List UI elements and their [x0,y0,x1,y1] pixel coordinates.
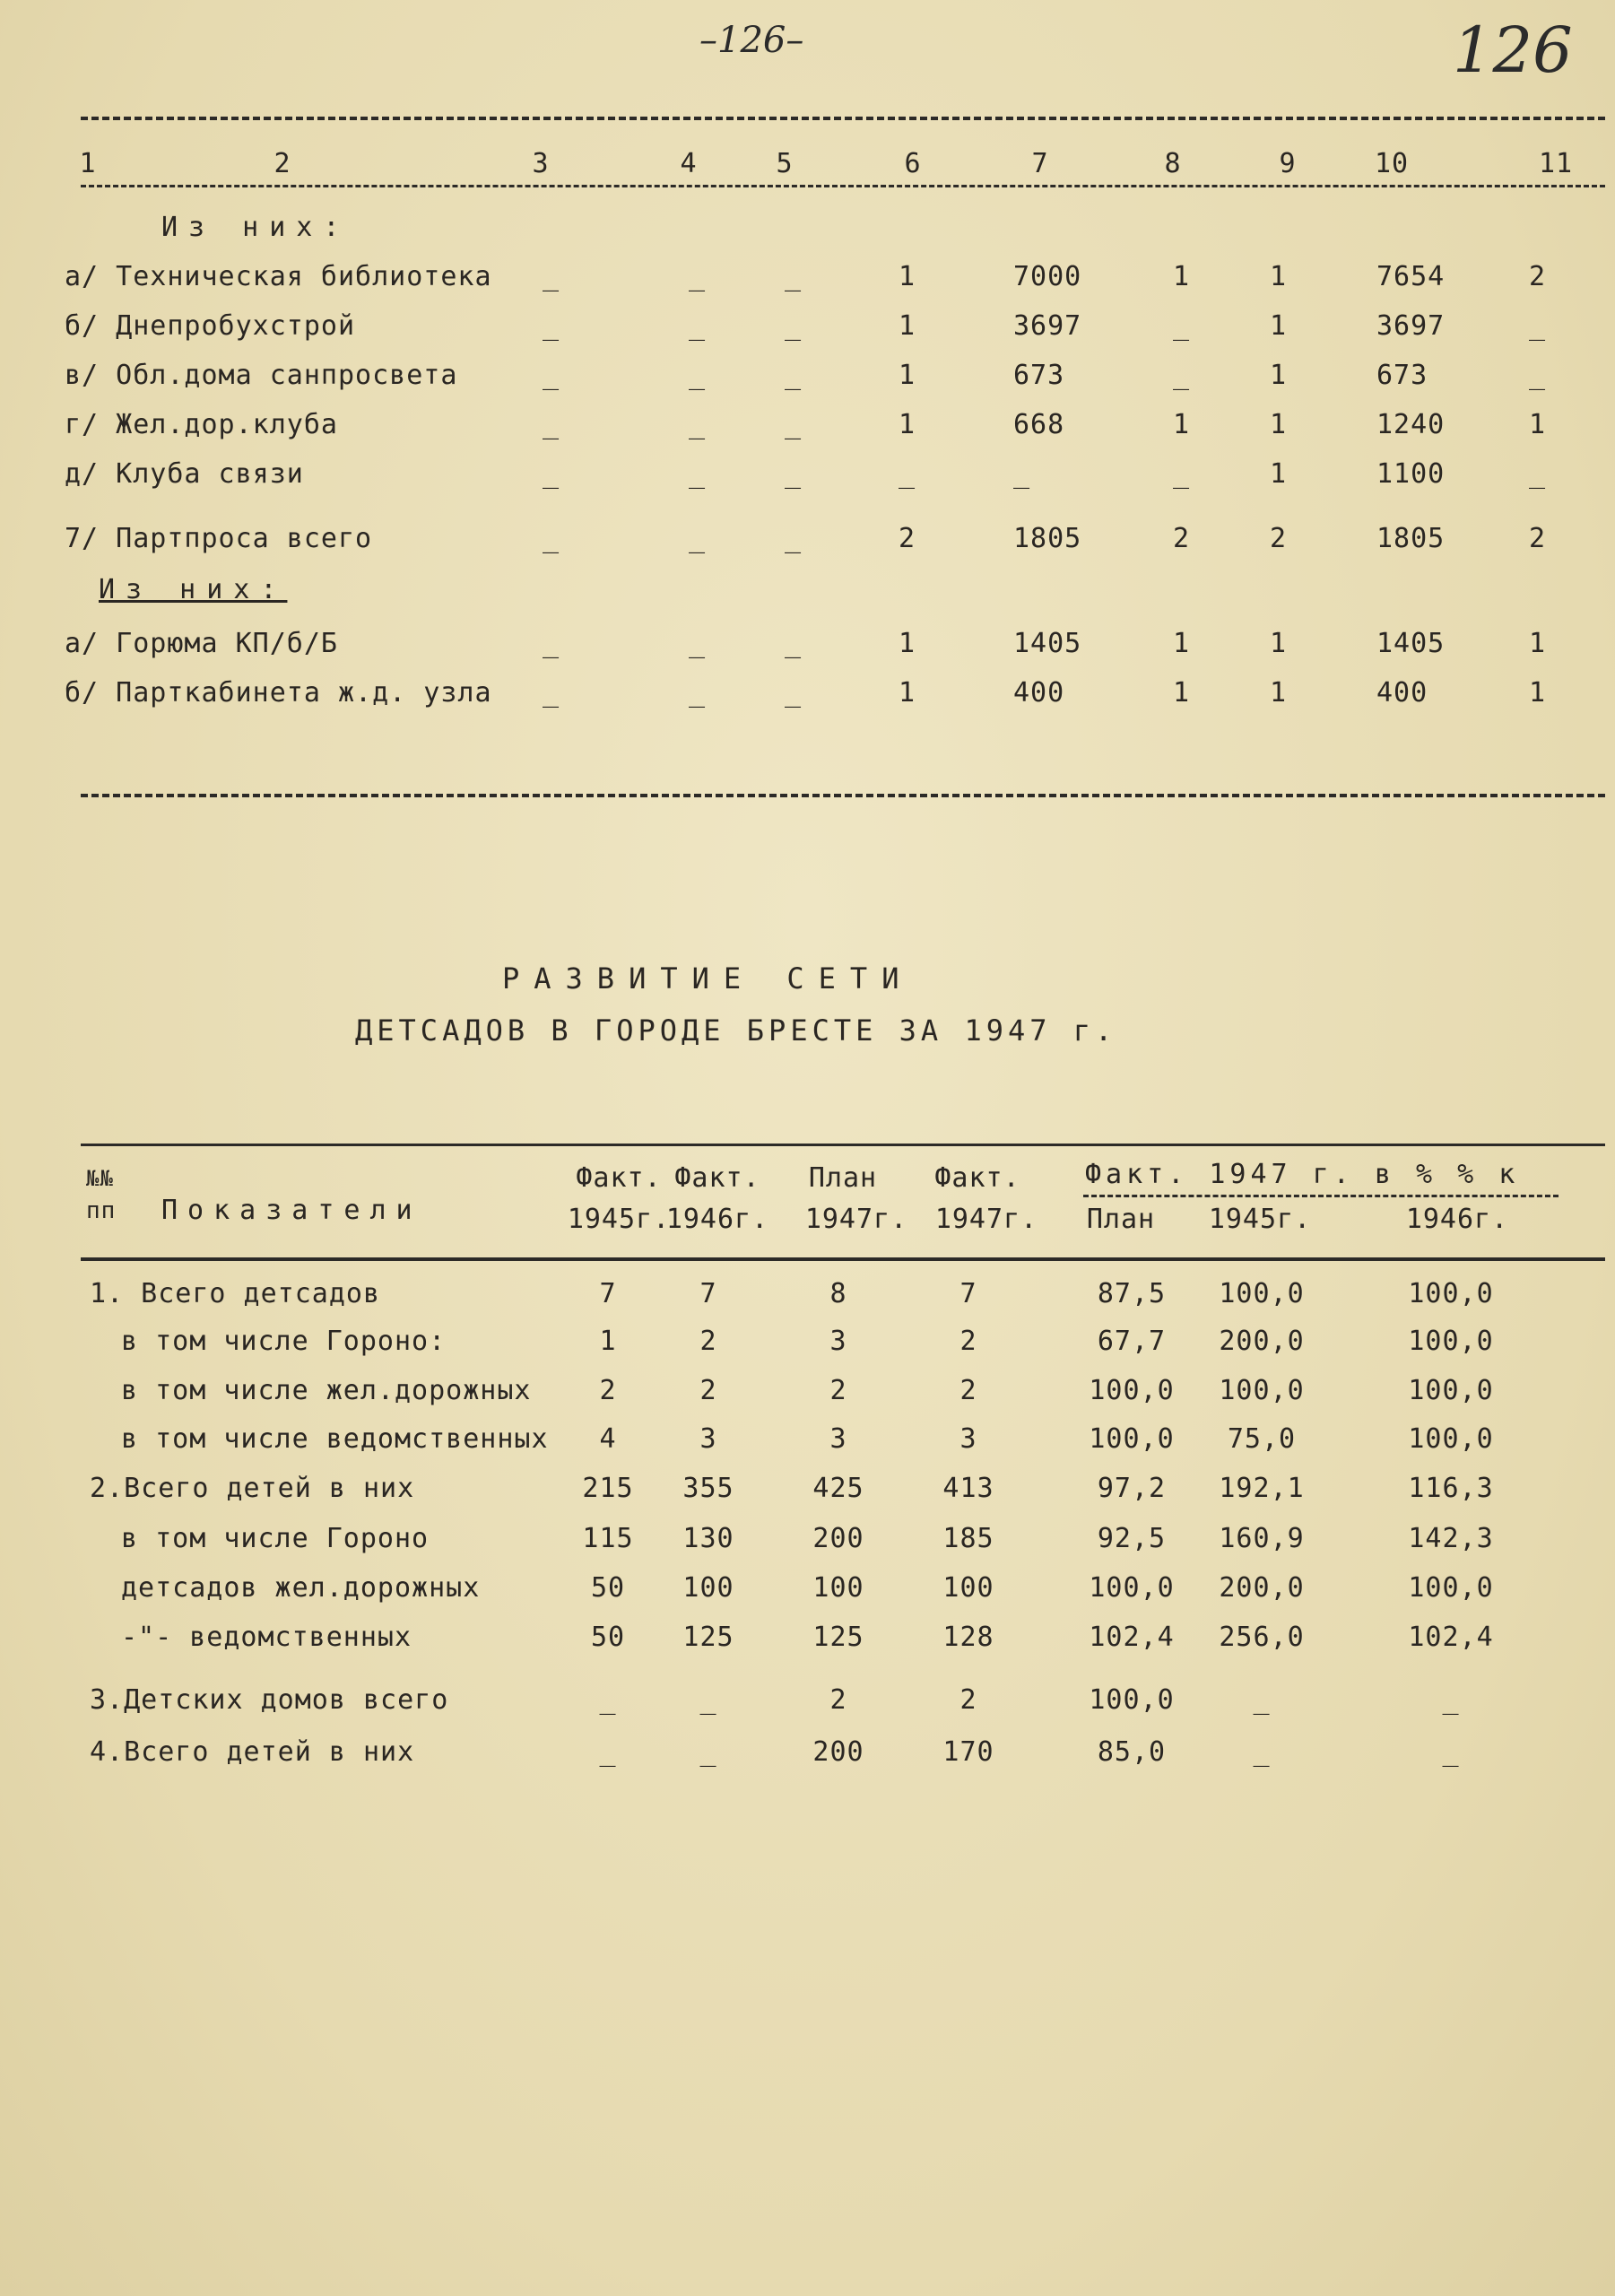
table2-cell-pp: 67,7 [1097,1326,1167,1357]
table1-column-number: 10 [1374,148,1410,179]
table1-row-label: в/ Обл.дома санпросвета [65,360,458,391]
archive-number: 126 [1453,13,1573,87]
table2-cell-f47: 100 [942,1572,994,1604]
table1-cell-c3: _ [543,310,560,342]
table2-cell-p46: 100,0 [1408,1326,1494,1357]
table1-cell-c9: 1 [1270,677,1288,709]
table2-row-label: в том числе жел.дорожных [121,1375,532,1406]
table1-cell-c11: _ [1529,458,1547,490]
table1-cell-c6: _ [899,458,916,490]
table1-column-number: 4 [680,148,698,179]
fakt1947-header-bottom: 1947г. [934,1204,1038,1235]
table1-cell-c10: 1805 [1376,523,1446,554]
table1-group1-label: Из них: [161,212,351,243]
table2-cell-pp: 100,0 [1089,1684,1175,1716]
table1-cell-c5: _ [785,628,803,659]
table2-cell-p45: 200,0 [1219,1572,1305,1604]
fakt1945-header-top: Факт. [576,1162,662,1194]
percent-header-underline [1083,1195,1559,1197]
num-header-bottom: пп [86,1197,117,1224]
table1-cell-c4: _ [689,523,707,554]
table2-cell-p47: 200 [812,1523,864,1554]
table2-cell-p46: 142,3 [1408,1523,1494,1554]
table2-cell-p46: 116,3 [1408,1473,1494,1504]
table1-cell-c11: 1 [1529,628,1547,659]
table2-cell-f45: 215 [582,1473,634,1504]
table2-top-rule [81,1144,1605,1146]
table1-cell-c10: 1100 [1376,458,1446,490]
table1-cell-c4: _ [689,458,707,490]
table1-group2-label: Из них: [99,574,288,605]
table1-cell-c4: _ [689,677,707,709]
table2-cell-f46: 355 [682,1473,734,1504]
table2-cell-f47: 2 [959,1684,977,1716]
plan1947-header-top: План [808,1162,878,1194]
table1-cell-c7: 673 [1013,360,1065,391]
table1-cell-c11: 1 [1529,409,1547,440]
section-title: РАЗВИТИЕ СЕТИ [502,961,914,996]
table1-cell-c10: 673 [1376,360,1428,391]
table1-cell-c5: _ [785,310,803,342]
table2-cell-f45: 2 [599,1375,617,1406]
table1-column-number: 1 [79,148,97,179]
table1-cell-c7: 668 [1013,409,1065,440]
table2-cell-pp: 92,5 [1097,1523,1167,1554]
num-header-top: №№ [86,1166,114,1191]
table1-column-number: 7 [1031,148,1049,179]
table1-cell-c10: 1240 [1376,409,1446,440]
table2-cell-pp: 102,4 [1089,1622,1175,1653]
table1-cell-c9: 1 [1270,458,1288,490]
table1-column-number: 11 [1538,148,1574,179]
table1-cell-c6: 1 [899,628,916,659]
table2-cell-p45: 75,0 [1227,1423,1297,1455]
table1-cell-c10: 1405 [1376,628,1446,659]
table2-row-label: 2.Всего детей в них [90,1473,415,1504]
table1-cell-c9: 2 [1270,523,1288,554]
table1-cell-c5: _ [785,261,803,292]
table2-cell-pp: 100,0 [1089,1572,1175,1604]
table2-row-label: в том числе Гороно: [121,1326,447,1357]
table2-cell-p45: 256,0 [1219,1622,1305,1653]
table1-top-rule [81,117,1605,120]
table2-header-rule [81,1257,1605,1261]
table1-bottom-rule [81,794,1605,797]
table2-cell-p47: 3 [829,1423,847,1455]
table1-cell-c3: _ [543,523,560,554]
table2-row-label: в том числе Гороно [121,1523,430,1554]
table2-row-label: в том числе ведомственных [121,1423,549,1455]
table2-cell-p47: 8 [829,1278,847,1309]
table1-cell-c11: 2 [1529,261,1547,292]
table2-cell-p47: 425 [812,1473,864,1504]
table1-cell-c5: _ [785,409,803,440]
table2-cell-p46: _ [1442,1736,1460,1768]
table1-cell-c6: 1 [899,310,916,342]
pct-1946-header: 1946г. [1405,1204,1509,1235]
table2-cell-f46: 125 [682,1622,734,1653]
table1-cell-c8: 1 [1173,409,1191,440]
table1-cell-c3: _ [543,261,560,292]
table1-column-number: 5 [776,148,794,179]
table1-column-number: 3 [532,148,550,179]
table2-cell-f45: 50 [590,1572,626,1604]
table2-cell-p45: 192,1 [1219,1473,1305,1504]
table2-cell-f47: 128 [942,1622,994,1653]
table2-cell-f47: 185 [942,1523,994,1554]
table1-column-number: 8 [1164,148,1182,179]
fakt1947-header-top: Факт. [934,1162,1020,1194]
table1-cell-c8: 2 [1173,523,1191,554]
table1-cell-c4: _ [689,409,707,440]
table1-cell-c7: 400 [1013,677,1065,709]
table2-cell-f45: 50 [590,1622,626,1653]
percent-header-top: Факт. 1947 г. в % % к [1085,1159,1520,1190]
table2-cell-p45: 160,9 [1219,1523,1305,1554]
table2-cell-p45: _ [1253,1736,1271,1768]
table2-cell-p45: 200,0 [1219,1326,1305,1357]
table2-row-label: 1. Всего детсадов [90,1278,381,1309]
table1-column-number: 9 [1279,148,1297,179]
table2-cell-p46: 100,0 [1408,1423,1494,1455]
pct-plan-header: План [1086,1204,1156,1235]
table1-row-label: б/ Днепробухстрой [65,310,356,342]
table1-cell-c7: _ [1013,458,1031,490]
table1-row-label: а/ Горюма КП/б/Б [65,628,338,659]
table2-cell-pp: 97,2 [1097,1473,1167,1504]
table1-cell-c8: _ [1173,360,1191,391]
table1-cell-c11: 1 [1529,677,1547,709]
table2-cell-f46: 2 [699,1375,717,1406]
fakt1946-header-top: Факт. [674,1162,760,1194]
table2-cell-p47: 2 [829,1684,847,1716]
table2-cell-f46: 3 [699,1423,717,1455]
table2-cell-p45: 100,0 [1219,1278,1305,1309]
table1-header-rule [81,185,1605,187]
table1-cell-c3: _ [543,458,560,490]
table1-cell-c6: 1 [899,409,916,440]
table1-cell-c5: _ [785,523,803,554]
table1-cell-c11: _ [1529,310,1547,342]
table1-cell-c8: _ [1173,310,1191,342]
table1-cell-c9: 1 [1270,261,1288,292]
table1-row-label: г/ Жел.дор.клуба [65,409,338,440]
table1-row-label: 7/ Партпроса всего [65,523,373,554]
table2-cell-p46: 100,0 [1408,1572,1494,1604]
table1-cell-c8: 1 [1173,261,1191,292]
table2-row-label: 4.Всего детей в них [90,1736,415,1768]
section-subtitle: ДЕТСАДОВ В ГОРОДЕ БРЕСТЕ ЗА 1947 г. [355,1013,1117,1048]
pct-1945-header: 1945г. [1208,1204,1312,1235]
table2-cell-p45: _ [1253,1684,1271,1716]
indicators-header: Показатели [161,1195,422,1226]
table2-cell-p46: _ [1442,1684,1460,1716]
table2-cell-f47: 7 [959,1278,977,1309]
table1-cell-c7: 3697 [1013,310,1082,342]
table1-cell-c4: _ [689,628,707,659]
table2-cell-f47: 2 [959,1375,977,1406]
table1-cell-c6: 1 [899,261,916,292]
table1-row-label: а/ Техническая библиотека [65,261,492,292]
table1-cell-c7: 1805 [1013,523,1082,554]
table1-column-number: 2 [274,148,291,179]
table1-cell-c10: 7654 [1376,261,1446,292]
table2-cell-f46: 7 [699,1278,717,1309]
table1-cell-c6: 1 [899,677,916,709]
table1-row-label: б/ Парткабинета ж.д. узла [65,677,492,709]
page-number: –126– [699,20,804,61]
table2-cell-f45: 4 [599,1423,617,1455]
table1-cell-c11: 2 [1529,523,1547,554]
fakt1946-header-bottom: 1946г. [665,1204,769,1235]
table1-cell-c3: _ [543,677,560,709]
table2-cell-f45: _ [599,1736,617,1768]
table2-cell-f47: 2 [959,1326,977,1357]
fakt1945-header-bottom: 1945г. [567,1204,671,1235]
table2-cell-f46: 2 [699,1326,717,1357]
table2-cell-p46: 102,4 [1408,1622,1494,1653]
table2-cell-pp: 87,5 [1097,1278,1167,1309]
table2-cell-f46: _ [699,1736,717,1768]
table1-cell-c4: _ [689,261,707,292]
table1-cell-c3: _ [543,628,560,659]
table1-column-number: 6 [904,148,922,179]
table1-cell-c6: 2 [899,523,916,554]
table1-cell-c3: _ [543,409,560,440]
plan1947-header-bottom: 1947г. [804,1204,908,1235]
table1-cell-c5: _ [785,677,803,709]
table1-cell-c5: _ [785,360,803,391]
table2-cell-p46: 100,0 [1408,1278,1494,1309]
table2-cell-p47: 200 [812,1736,864,1768]
table1-cell-c8: 1 [1173,677,1191,709]
table1-cell-c9: 1 [1270,360,1288,391]
table1-cell-c6: 1 [899,360,916,391]
table1-row-label: д/ Клуба связи [65,458,304,490]
table2-cell-f45: 1 [599,1326,617,1357]
table2-cell-p46: 100,0 [1408,1375,1494,1406]
table2-cell-f46: 130 [682,1523,734,1554]
table2-cell-pp: 85,0 [1097,1736,1167,1768]
table1-cell-c8: 1 [1173,628,1191,659]
table1-cell-c9: 1 [1270,628,1288,659]
table1-cell-c9: 1 [1270,409,1288,440]
table2-row-label: -"- ведомственных [121,1622,412,1653]
table1-cell-c3: _ [543,360,560,391]
table2-cell-f46: 100 [682,1572,734,1604]
table1-cell-c8: _ [1173,458,1191,490]
table2-cell-p47: 2 [829,1375,847,1406]
table1-cell-c10: 400 [1376,677,1428,709]
table2-cell-p45: 100,0 [1219,1375,1305,1406]
table2-cell-f45: _ [599,1684,617,1716]
table2-cell-pp: 100,0 [1089,1375,1175,1406]
table1-cell-c7: 7000 [1013,261,1082,292]
table1-cell-c10: 3697 [1376,310,1446,342]
table1-cell-c7: 1405 [1013,628,1082,659]
table2-cell-f47: 413 [942,1473,994,1504]
table1-cell-c4: _ [689,310,707,342]
table2-row-label: детсадов жел.дорожных [121,1572,481,1604]
table2-cell-pp: 100,0 [1089,1423,1175,1455]
table2-cell-f47: 3 [959,1423,977,1455]
table2-cell-p47: 100 [812,1572,864,1604]
table2-row-label: 3.Детских домов всего [90,1684,449,1716]
table1-cell-c11: _ [1529,360,1547,391]
table2-cell-f45: 7 [599,1278,617,1309]
table2-cell-p47: 125 [812,1622,864,1653]
table2-cell-f46: _ [699,1684,717,1716]
table1-cell-c5: _ [785,458,803,490]
table1-cell-c4: _ [689,360,707,391]
table2-cell-f47: 170 [942,1736,994,1768]
table2-cell-f45: 115 [582,1523,634,1554]
table1-cell-c9: 1 [1270,310,1288,342]
table2-cell-p47: 3 [829,1326,847,1357]
